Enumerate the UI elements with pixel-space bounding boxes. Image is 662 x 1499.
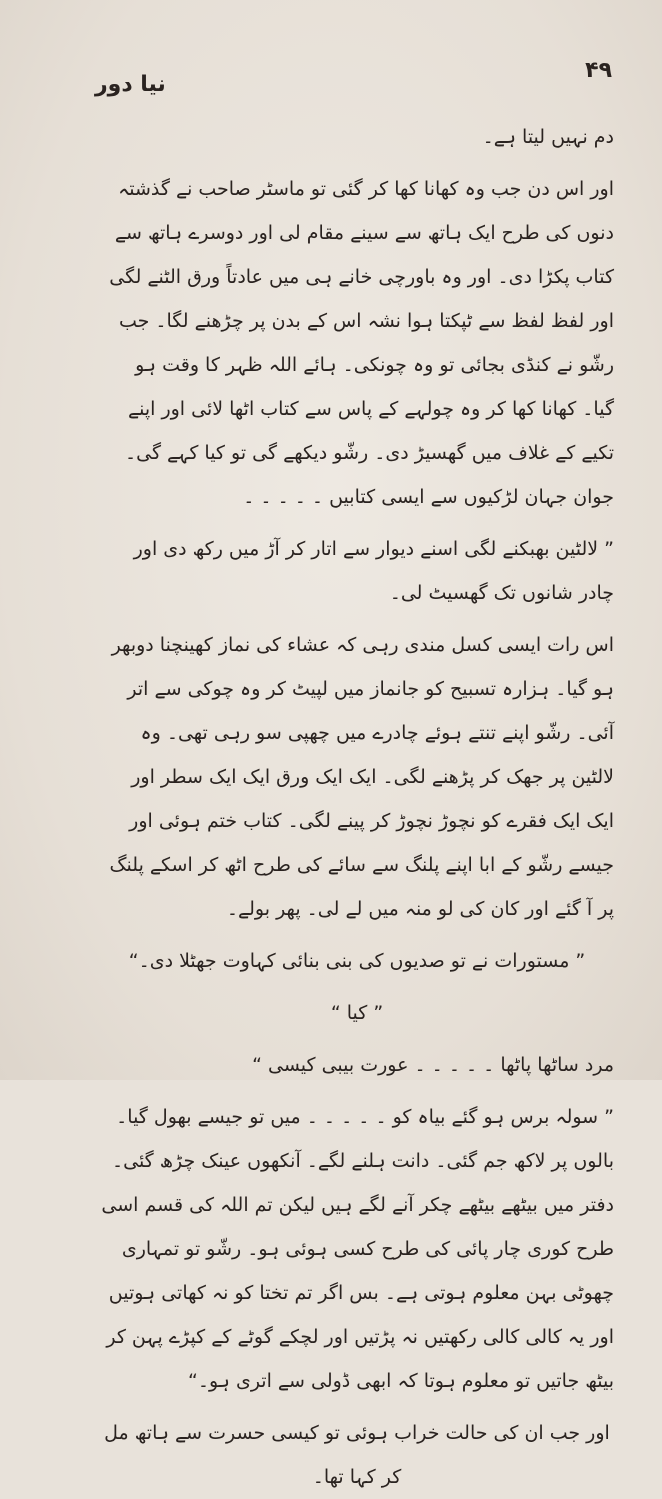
paragraph: اور جب ان کی حالت خراب ہوئی تو کیسی حسرت سے ہاتھ مل کر کہا تھا۔ [104, 1422, 610, 1488]
paragraph: ” مستورات نے تو صدیوں کی بنی بنائی کہاوت جھٹلا دی۔“ [128, 950, 586, 972]
paragraph: اور اس دن جب وہ کھانا کھا کر گئی تو ماسٹر صاحب نے گذشتہ دنوں کی طرح ایک ہاتھ سے سینے مقام لی اور دوسرے ہاتھ سے کتاب پکڑا دی۔ اور وہ باورچی خانے ہی میں عادتاً ورق الٹنے لگی اور لفظ لفظ سے ٹپکتا ہوا نشہ اس کے بدن پر چڑھنے لگا۔ جب رشّو نے کنڈی بجائی تو وہ چونکی۔ ہائے اللہ ظہر کا وقت ہو گیا۔ کھانا کھا کر وہ چولہے کے پاس سے کتاب اٹھا لائی اور اپنے تکیے کے غلاف میں گھسیڑ دی۔ رشّو دیکھے گی تو کیا کہے گی۔ جوان جہان لڑکیوں سے ایسی کتابیں ۔ ۔ ۔ ۔ ۔ [109, 178, 614, 508]
page-number: ۴۹ [585, 58, 612, 83]
paragraph: دم نہیں لیتا ہے۔ [482, 126, 614, 148]
running-title: نیا دور [95, 72, 166, 97]
paragraph: ” کیا “ [330, 1002, 384, 1024]
body-text [100, 115, 614, 1488]
paragraph: مرد ساٹھا پاٹھا ۔ ۔ ۔ ۔ ۔ عورت بیبی کیسی “ [252, 1054, 614, 1076]
paragraph: اس رات ایسی کسل مندی رہی کہ عشاء کی نماز کھینچنا دوبھر ہو گیا۔ ہزارہ تسبیح کو جانماز میں لپیٹ کر وہ چوکی سے اتر آئی۔ رشّو اپنے تنتے ہوئے چادرے میں چھپی سو رہی تھی۔ وہ لالٹین پر جھک کر پڑھنے لگی۔ ایک ایک ورق ایک ایک سطر اور ایک ایک فقرے کو نچوڑ نچوڑ کر پینے لگی۔ کتاب ختم ہوئی اور جیسے رشّو کے ابا اپنے پلنگ سے سائے کی طرح اٹھ کر اسکے پلنگ پر آ گئے اور کان کی لو منہ میں لے لی۔ پھر بولے۔ [109, 634, 614, 920]
page-header [95, 58, 622, 98]
paragraph: ” لالٹین بھبکنے لگی اسنے دیوار سے اتار کر آڑ میں رکھ دی اور چادر شانوں تک گھسیٹ لی۔ [133, 538, 614, 604]
paragraph: ” سولہ برس ہو گئے بیاہ کو ۔ ۔ ۔ ۔ ۔ میں تو جیسے بھول گیا۔ بالوں پر لاکھ جم گئی۔ دانت ہلنے لگے۔ آنکھوں عینک چڑھ گئی۔ دفتر میں بیٹھے بیٹھے چکر آنے لگے ہیں لیکن تم اللہ کی قسم اسی طرح کوری چار پائی کی طرح کسی ہوئی ہو۔ رشّو تو تمہاری چھوٹی بہن معلوم ہوتی ہے۔ بس اگر تم تختا کو نہ کھاتی ہوتیں اور یہ کالی کالی رکھتیں نہ پڑتیں اور لچکے گوٹے کے کپڑے پہن کر بیٹھ جاتیں تو معلوم ہوتا کہ ابھی ڈولی سے اتری ہو۔“ [101, 1106, 614, 1392]
